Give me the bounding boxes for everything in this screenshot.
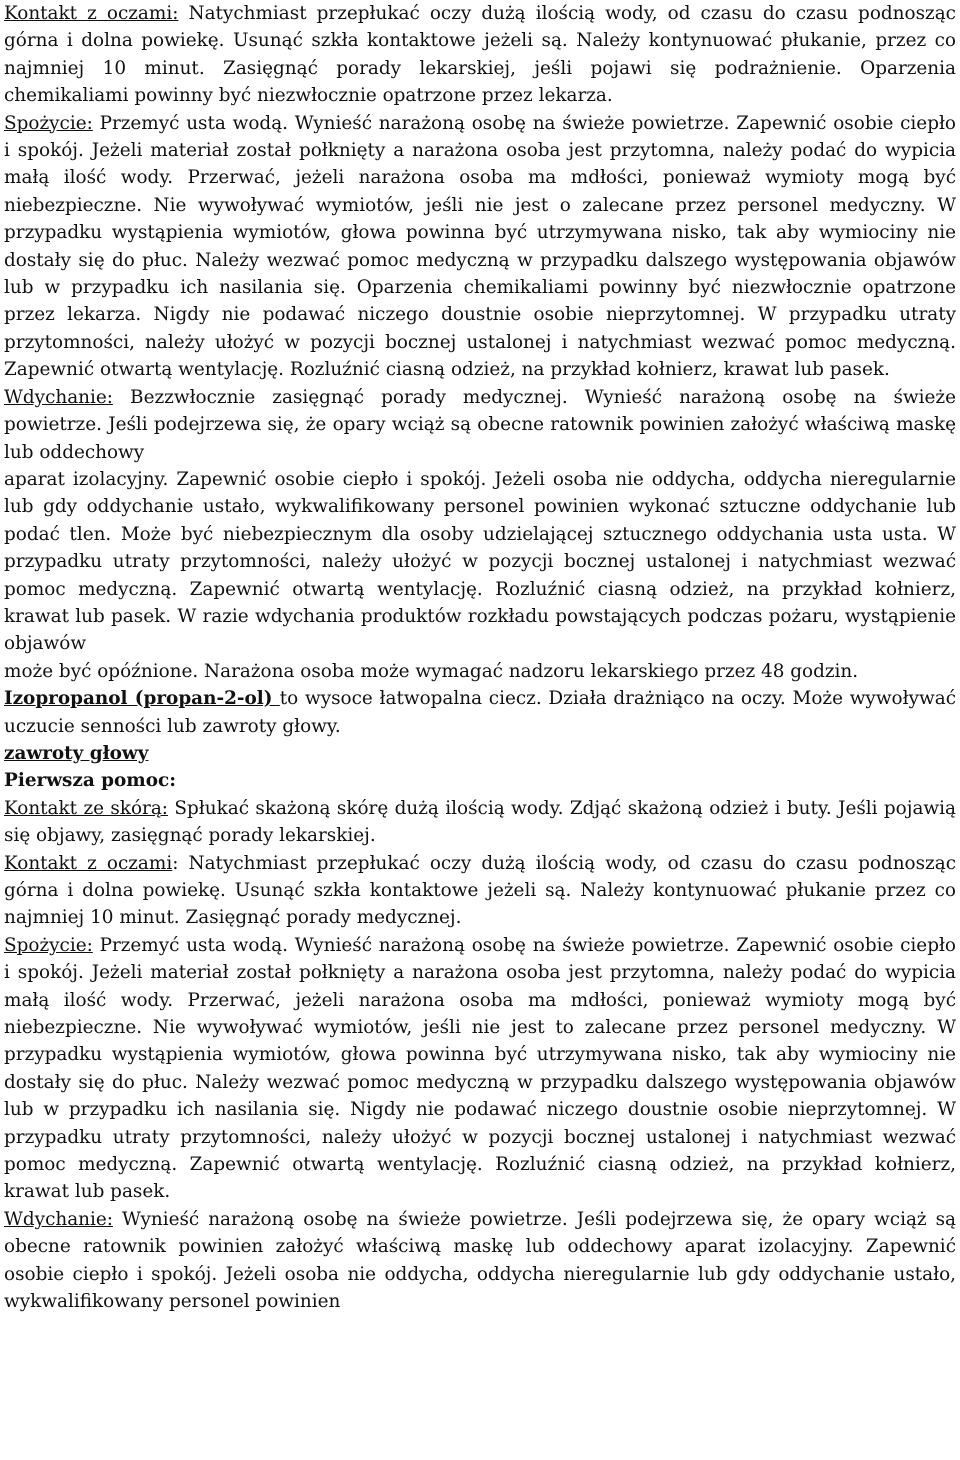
- ingestion-text-2: Przemyć usta wodą. Wynieść narażoną osobę na świeże powietrze. Zapewnić osobie ciepło i spokój. Jeżeli materiał został połknięty a narażona osoba jest przytomna, należy podać do wypicia małą ilość wody. Przerwać, jeżeli narażona osoba ma mdłości, ponieważ wymioty mogą być niebezpieczne. Nie wywoływać wymiotów, jeśli nie jest to zalecane przez personel medyczny. W przypadku wystąpienia wymiotów, głowa powinna być utrzymywana nisko, tak aby wymiociny nie dostały się do płuc. Należy wezwać pomoc medyczną w przypadku dalszego występowania objawów lub w przypadku ich nasilania się. Nigdy nie podawać niczego doustnie osobie nieprzytomnej. W przypadku utraty przytomności, należy ułożyć w pozycji bocznej ustalonej i natychmiast wezwać pomoc medyczną. Zapewnić otwartą wentylację. Rozluźnić ciasną odzież, na przykład kołnierz, krawat lub pasek.: [4, 934, 956, 1203]
- eye-contact-text-2: : Natychmiast przepłukać oczy dużą ilością wody, od czasu do czasu podnosząc górna i dolna powiekę. Usunąć szkła kontaktowe jeżeli są. Należy kontynuować płukanie przez co najmniej 10 minut. Zasięgnąć porady medycznej.: [4, 852, 957, 929]
- ingestion-text: Przemyć usta wodą. Wynieść narażoną osobę na świeże powietrze. Zapewnić osobie ciepło i spokój. Jeżeli materiał został połknięty a narażona osoba jest przytomna, należy podać do wypicia małą ilość wody. Przerwać, jeżeli narażona osoba ma mdłości, ponieważ wymioty mogą być niebezpieczne. Nie wywoływać wymiotów, jeśli nie jest o zalecane przez personel medyczny. W przypadku wystąpienia wymiotów, głowa powinna być utrzymywana nisko, tak aby wymiociny nie dostały się do płuc. Należy wezwać pomoc medyczną w przypadku dalszego występowania objawów lub w przypadku ich nasilania się. Oparzenia chemikaliami powinny być niezwłocznie opatrzone przez lekarza. Nigdy nie podawać niczego doustnie osobie nieprzytomnej. W przypadku utraty przytomności, należy ułożyć w pozycji bocznej ustalonej i natychmiast wezwać pomoc medyczną. Zapewnić otwartą wentylację. Rozluźnić ciasną odzież, na przykład kołnierz, krawat lub pasek.: [4, 112, 956, 381]
- inhalation-paragraph-1-cont: aparat izolacyjny. Zapewnić osobie ciepło i spokój. Jeżeli osoba nie oddycha, oddycha nieregularnie lub gdy oddychanie ustało, wykwalifikowany personel powinien wykonać sztuczne oddychanie lub podać tlen. Może być niebezpiecznym dla osoby udzielającej sztucznego oddychania usta usta. W przypadku utraty przytomności, należy ułożyć w pozycji bocznej ustalonej i natychmiast wezwać pomoc medyczną. Zapewnić otwartą wentylację. Rozluźnić ciasną odzież, na przykład kołnierz, krawat lub pasek. W razie wdychania produktów rozkładu powstających podczas pożaru, wystąpienie objawów: [4, 468, 956, 655]
- substance-description: [4, 685, 956, 740]
- substance-text: to wysoce łatwopalna ciecz. Działa drażniąco na oczy. Może wywoływać uczucie senności lub zawroty głowy.: [4, 688, 956, 737]
- eye-contact-label-2: Kontakt z oczami: [4, 852, 173, 874]
- inhalation-label: Wdychanie:: [4, 386, 113, 408]
- eye-contact-paragraph-2: [4, 850, 956, 932]
- inhalation-paragraph-1-end: może być opóźnione. Narażona osoba może wymagać nadzoru lekarskiego przez 48 godzin.: [4, 660, 859, 682]
- ingestion-label: Spożycie:: [4, 112, 93, 134]
- skin-contact-text: Spłukać skażoną skórę dużą ilością wody. Zdjąć skażoną odzież i buty. Jeśli pojawią się objawy, zasięgnąć porady lekarskiej.: [4, 797, 957, 847]
- eye-contact-text: Natychmiast przepłukać oczy dużą ilością wody, od czasu do czasu podnosząc górna i dolna powiekę. Usunąć szkła kontaktowe jeżeli są. Należy kontynuować płukanie, przez co najmniej 10 minut. Zasięgnąć porady lekarskiej, jeśli pojawi się podrażnienie. Oparzenia chemikaliami powinny być niezwłocznie opatrzone przez lekarza.: [4, 3, 956, 107]
- ingestion-paragraph-1: [4, 110, 956, 384]
- dizziness-heading: zawroty głowy: [4, 742, 149, 764]
- eye-contact-label: Kontakt z oczami:: [4, 3, 179, 24]
- inhalation-paragraph-1: [4, 384, 956, 466]
- inhalation-text-2: Wynieść narażoną osobę na świeże powietrze. Jeśli podejrzewa się, że opary wciąż są obecne ratownik powinien założyć właściwą maskę lub oddechowy aparat izolacyjny. Zapewnić osobie ciepło i spokój. Jeżeli osoba nie oddycha, oddycha nieregularnie lub gdy oddychanie ustało, wykwalifikowany personel powinien: [4, 1208, 956, 1313]
- inhalation-label-2: Wdychanie:: [4, 1208, 113, 1230]
- first-aid-heading: Pierwsza pomoc:: [4, 770, 176, 792]
- inhalation-paragraph-2: [4, 1206, 956, 1316]
- skin-contact-label: Kontakt ze skórą:: [4, 797, 169, 819]
- eye-contact-paragraph-1: [4, 0, 956, 110]
- inhalation-text: Bezzwłocznie zasięgnąć porady medycznej. Wynieść narażoną osobę na świeże powietrze. Jeśli podejrzewa się, że opary wciąż są obecne ratownik powinien założyć właściwą maskę lub oddechowy: [4, 386, 956, 463]
- skin-contact-paragraph: [4, 795, 956, 850]
- ingestion-paragraph-2: [4, 932, 956, 1206]
- ingestion-label-2: Spożycie:: [4, 934, 93, 956]
- substance-name: Izopropanol (propan-2-ol): [4, 688, 280, 710]
